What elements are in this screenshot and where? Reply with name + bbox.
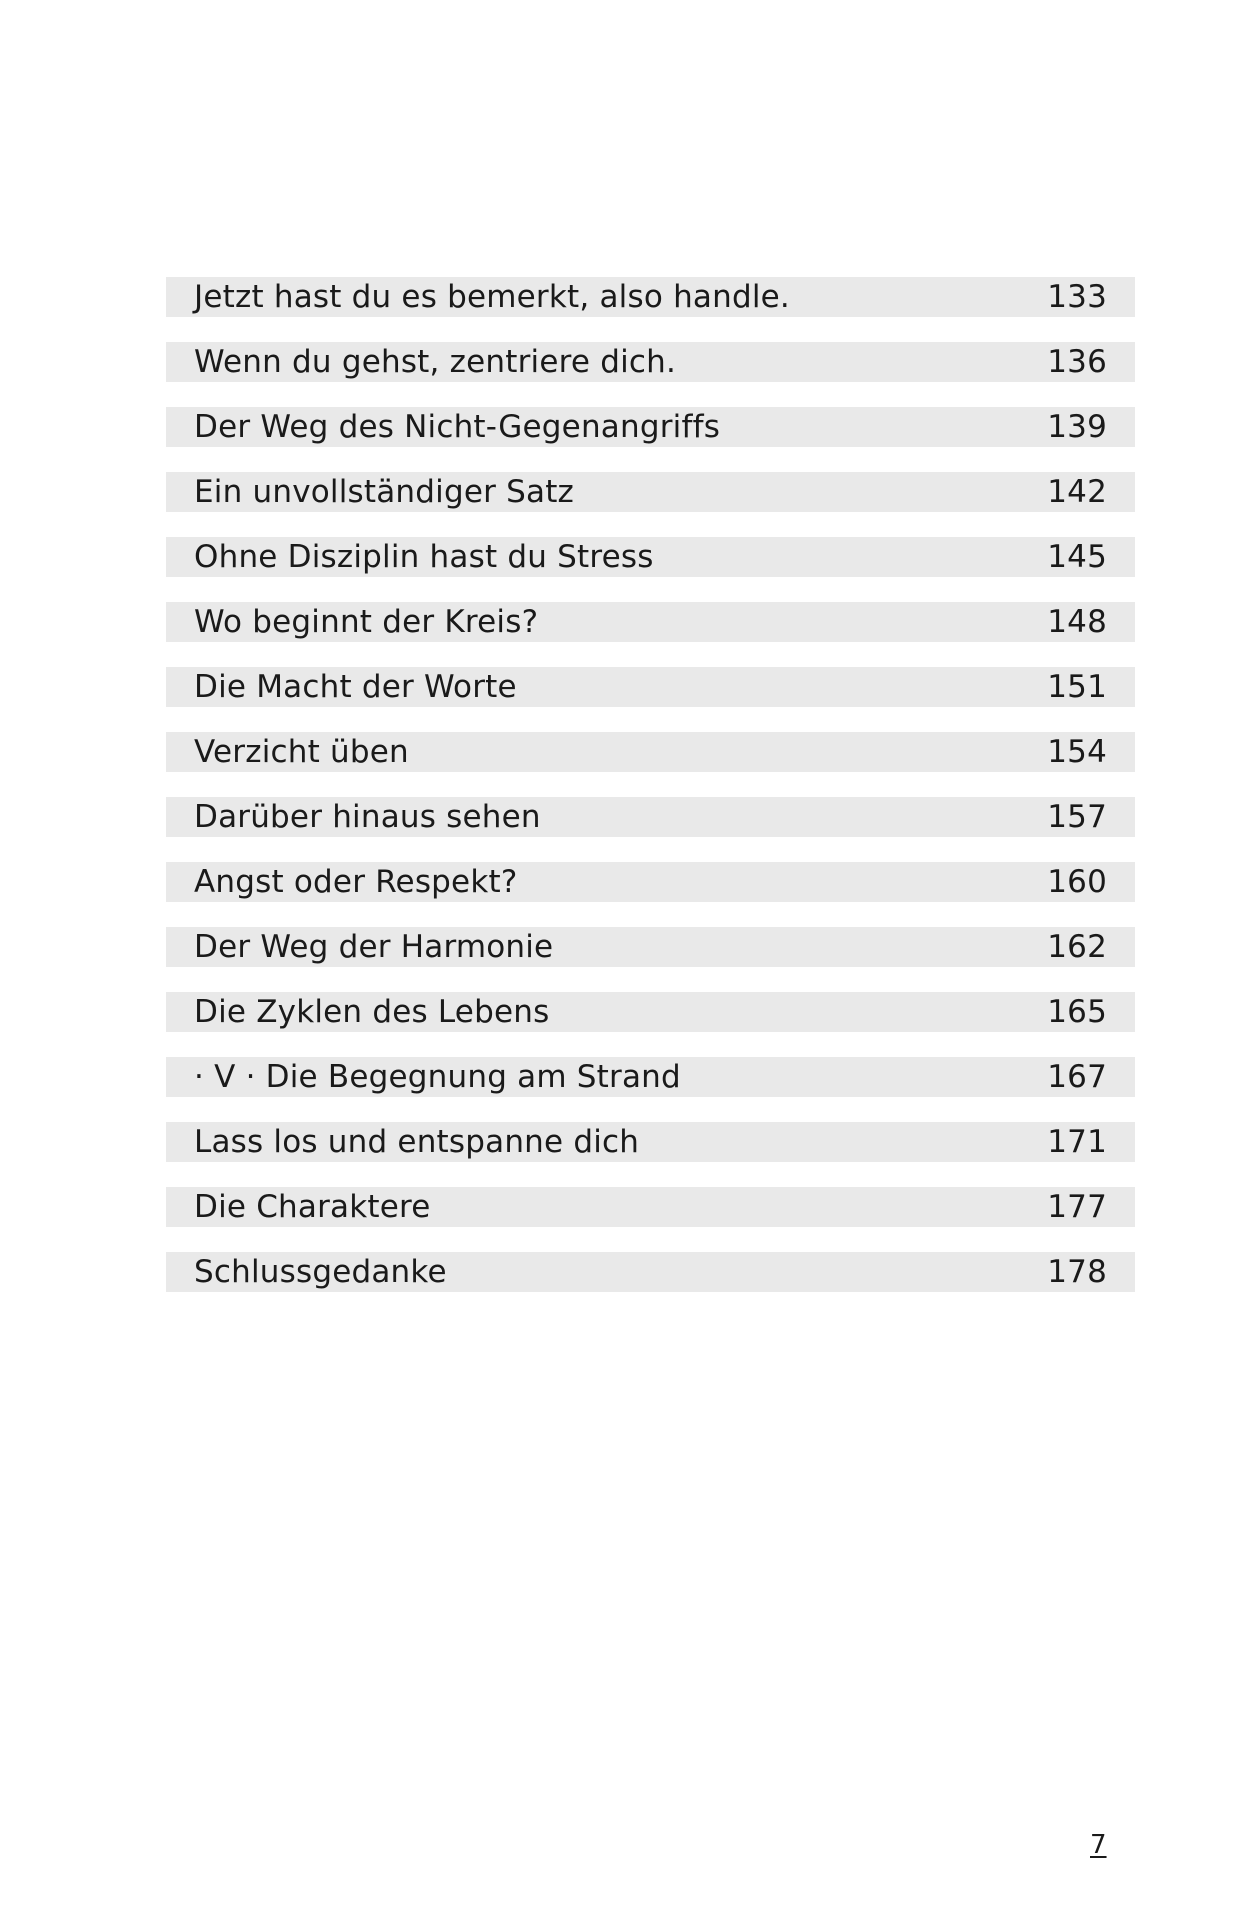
toc-entry-title: Die Charaktere — [194, 1189, 431, 1225]
toc-entry-page: 136 — [1047, 344, 1107, 380]
toc-entry-page: 133 — [1047, 279, 1107, 315]
toc-entry[interactable] — [166, 342, 1135, 382]
toc-entry-page: 142 — [1047, 474, 1107, 510]
toc-entry-title: Der Weg der Harmonie — [194, 929, 554, 965]
toc-entry-page: 148 — [1047, 604, 1107, 640]
toc-entry[interactable] — [166, 407, 1135, 447]
toc-entry[interactable] — [166, 1252, 1135, 1292]
toc-entry[interactable] — [166, 927, 1135, 967]
toc-entry-title: Die Macht der Worte — [194, 669, 517, 705]
toc-entry[interactable] — [166, 1187, 1135, 1227]
toc-entry[interactable] — [166, 1122, 1135, 1162]
toc-entry[interactable] — [166, 602, 1135, 642]
toc-entry[interactable] — [166, 1057, 1135, 1097]
toc-entry-title: Verzicht üben — [194, 734, 409, 770]
toc-entry[interactable] — [166, 797, 1135, 837]
toc-entry-title: Darüber hinaus sehen — [194, 799, 541, 835]
toc-entry-title: Wenn du gehst, zentriere dich. — [194, 344, 677, 380]
table-of-contents — [166, 277, 1135, 1317]
toc-entry-page: 167 — [1047, 1059, 1107, 1095]
toc-entry-page: 151 — [1047, 669, 1107, 705]
toc-entry[interactable] — [166, 992, 1135, 1032]
toc-entry-page: 160 — [1047, 864, 1107, 900]
toc-entry[interactable] — [166, 862, 1135, 902]
toc-entry-title: · V · Die Begegnung am Strand — [194, 1059, 681, 1095]
toc-entry[interactable] — [166, 277, 1135, 317]
toc-entry-title: Ohne Disziplin hast du Stress — [194, 539, 654, 575]
toc-entry-page: 177 — [1047, 1189, 1107, 1225]
toc-entry-page: 154 — [1047, 734, 1107, 770]
toc-entry[interactable] — [166, 667, 1135, 707]
page-number: 7 — [1090, 1830, 1107, 1860]
toc-entry-title: Jetzt hast du es bemerkt, also handle. — [194, 279, 790, 315]
toc-entry-page: 162 — [1047, 929, 1107, 965]
toc-entry[interactable] — [166, 732, 1135, 772]
toc-entry-page: 145 — [1047, 539, 1107, 575]
toc-entry[interactable] — [166, 537, 1135, 577]
toc-entry-title: Angst oder Respekt? — [194, 864, 518, 900]
toc-entry-page: 157 — [1047, 799, 1107, 835]
toc-entry-page: 171 — [1047, 1124, 1107, 1160]
toc-entry-title: Schlussgedanke — [194, 1254, 447, 1290]
toc-entry-title: Die Zyklen des Lebens — [194, 994, 550, 1030]
toc-entry-title: Wo beginnt der Kreis? — [194, 604, 539, 640]
toc-entry-title: Ein unvollständiger Satz — [194, 474, 575, 510]
toc-entry-page: 165 — [1047, 994, 1107, 1030]
toc-entry-page: 178 — [1047, 1254, 1107, 1290]
toc-entry[interactable] — [166, 472, 1135, 512]
toc-entry-title: Lass los und entspanne dich — [194, 1124, 640, 1160]
toc-entry-title: Der Weg des Nicht-Gegenangriffs — [194, 409, 721, 445]
toc-entry-page: 139 — [1047, 409, 1107, 445]
